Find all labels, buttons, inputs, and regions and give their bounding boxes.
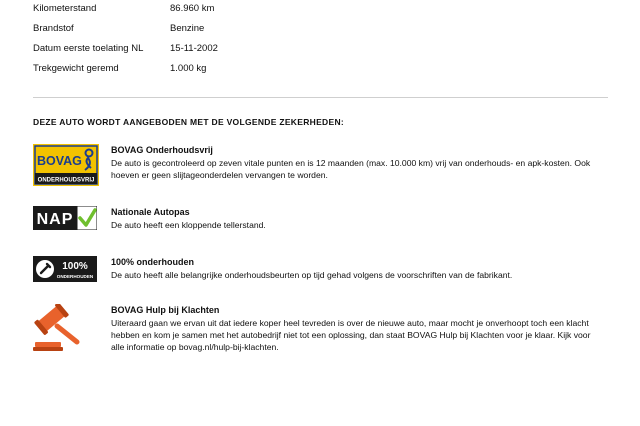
spec-value: 86.960 km [170,3,215,14]
spec-value: 15-11-2002 [170,43,218,54]
spec-value: 1.000 kg [170,63,207,74]
assurances-heading: DEZE AUTO WORDT AANGEBODEN MET DE VOLGENDE ZEKERHEDEN: [33,117,345,127]
onderhouden-100-logo [33,256,97,282]
bovag-onderhoudsvrij-logo [33,144,99,186]
feature-text [111,144,591,181]
spec-row-towing-weight [33,62,433,76]
feature-description: De auto heeft alle belangrijke onderhoudsbeurten op tijd gehad volgens de voorschriften van de fabrikant. [111,270,513,280]
feature-title: BOVAG Onderhoudsvrij [111,145,213,155]
spec-value: Benzine [170,23,205,34]
feature-title: Nationale Autopas [111,207,190,217]
feature-title: 100% onderhouden [111,257,195,267]
gavel-icon [33,304,85,352]
bovag-logo-text: BOVAG [37,154,82,168]
bovag-logo-subtext: ONDERHOUDSVRIJ [37,177,95,184]
feature-text [111,304,591,353]
section-divider [33,97,608,98]
feature-text [111,256,591,281]
spec-row-registration-date [33,42,433,56]
spec-label: Kilometerstand [33,3,97,14]
onderhouden-logo-text: 100% [62,261,88,272]
feature-description: De auto is gecontroleerd op zeven vitale punten en is 12 maanden (max. 10.000 km) vrij van onderhouds- en apk-kosten. Ook hoeven er geen slijtageonderdelen vervangen te worden. [111,158,591,180]
nap-logo [33,206,97,230]
spec-label: Datum eerste toelating NL [33,43,144,54]
feature-description: De auto heeft een kloppende tellerstand. [111,220,266,230]
feature-title: BOVAG Hulp bij Klachten [111,305,220,315]
nap-logo-text: NAP [36,211,74,228]
spec-row-fuel [33,22,433,36]
onderhouden-logo-subtext: ONDERHOUDEN [56,274,94,279]
spec-label: Brandstof [33,23,74,34]
spec-row-mileage [33,2,433,16]
spec-label: Trekgewicht geremd [33,63,119,74]
feature-text [111,206,591,231]
feature-description: Uiteraard gaan we ervan uit dat iedere koper heel tevreden is over de nieuwe auto, maar mocht je onverhoopt toch een klacht hebben en kom je samen met het autobedrijf niet tot een oplossing, dan staat BOVAG Hulp bij Klachten voor je klaar. Kijk voor alle informatie op bovag.nl/hulp-bij-klachten. [111,318,591,352]
